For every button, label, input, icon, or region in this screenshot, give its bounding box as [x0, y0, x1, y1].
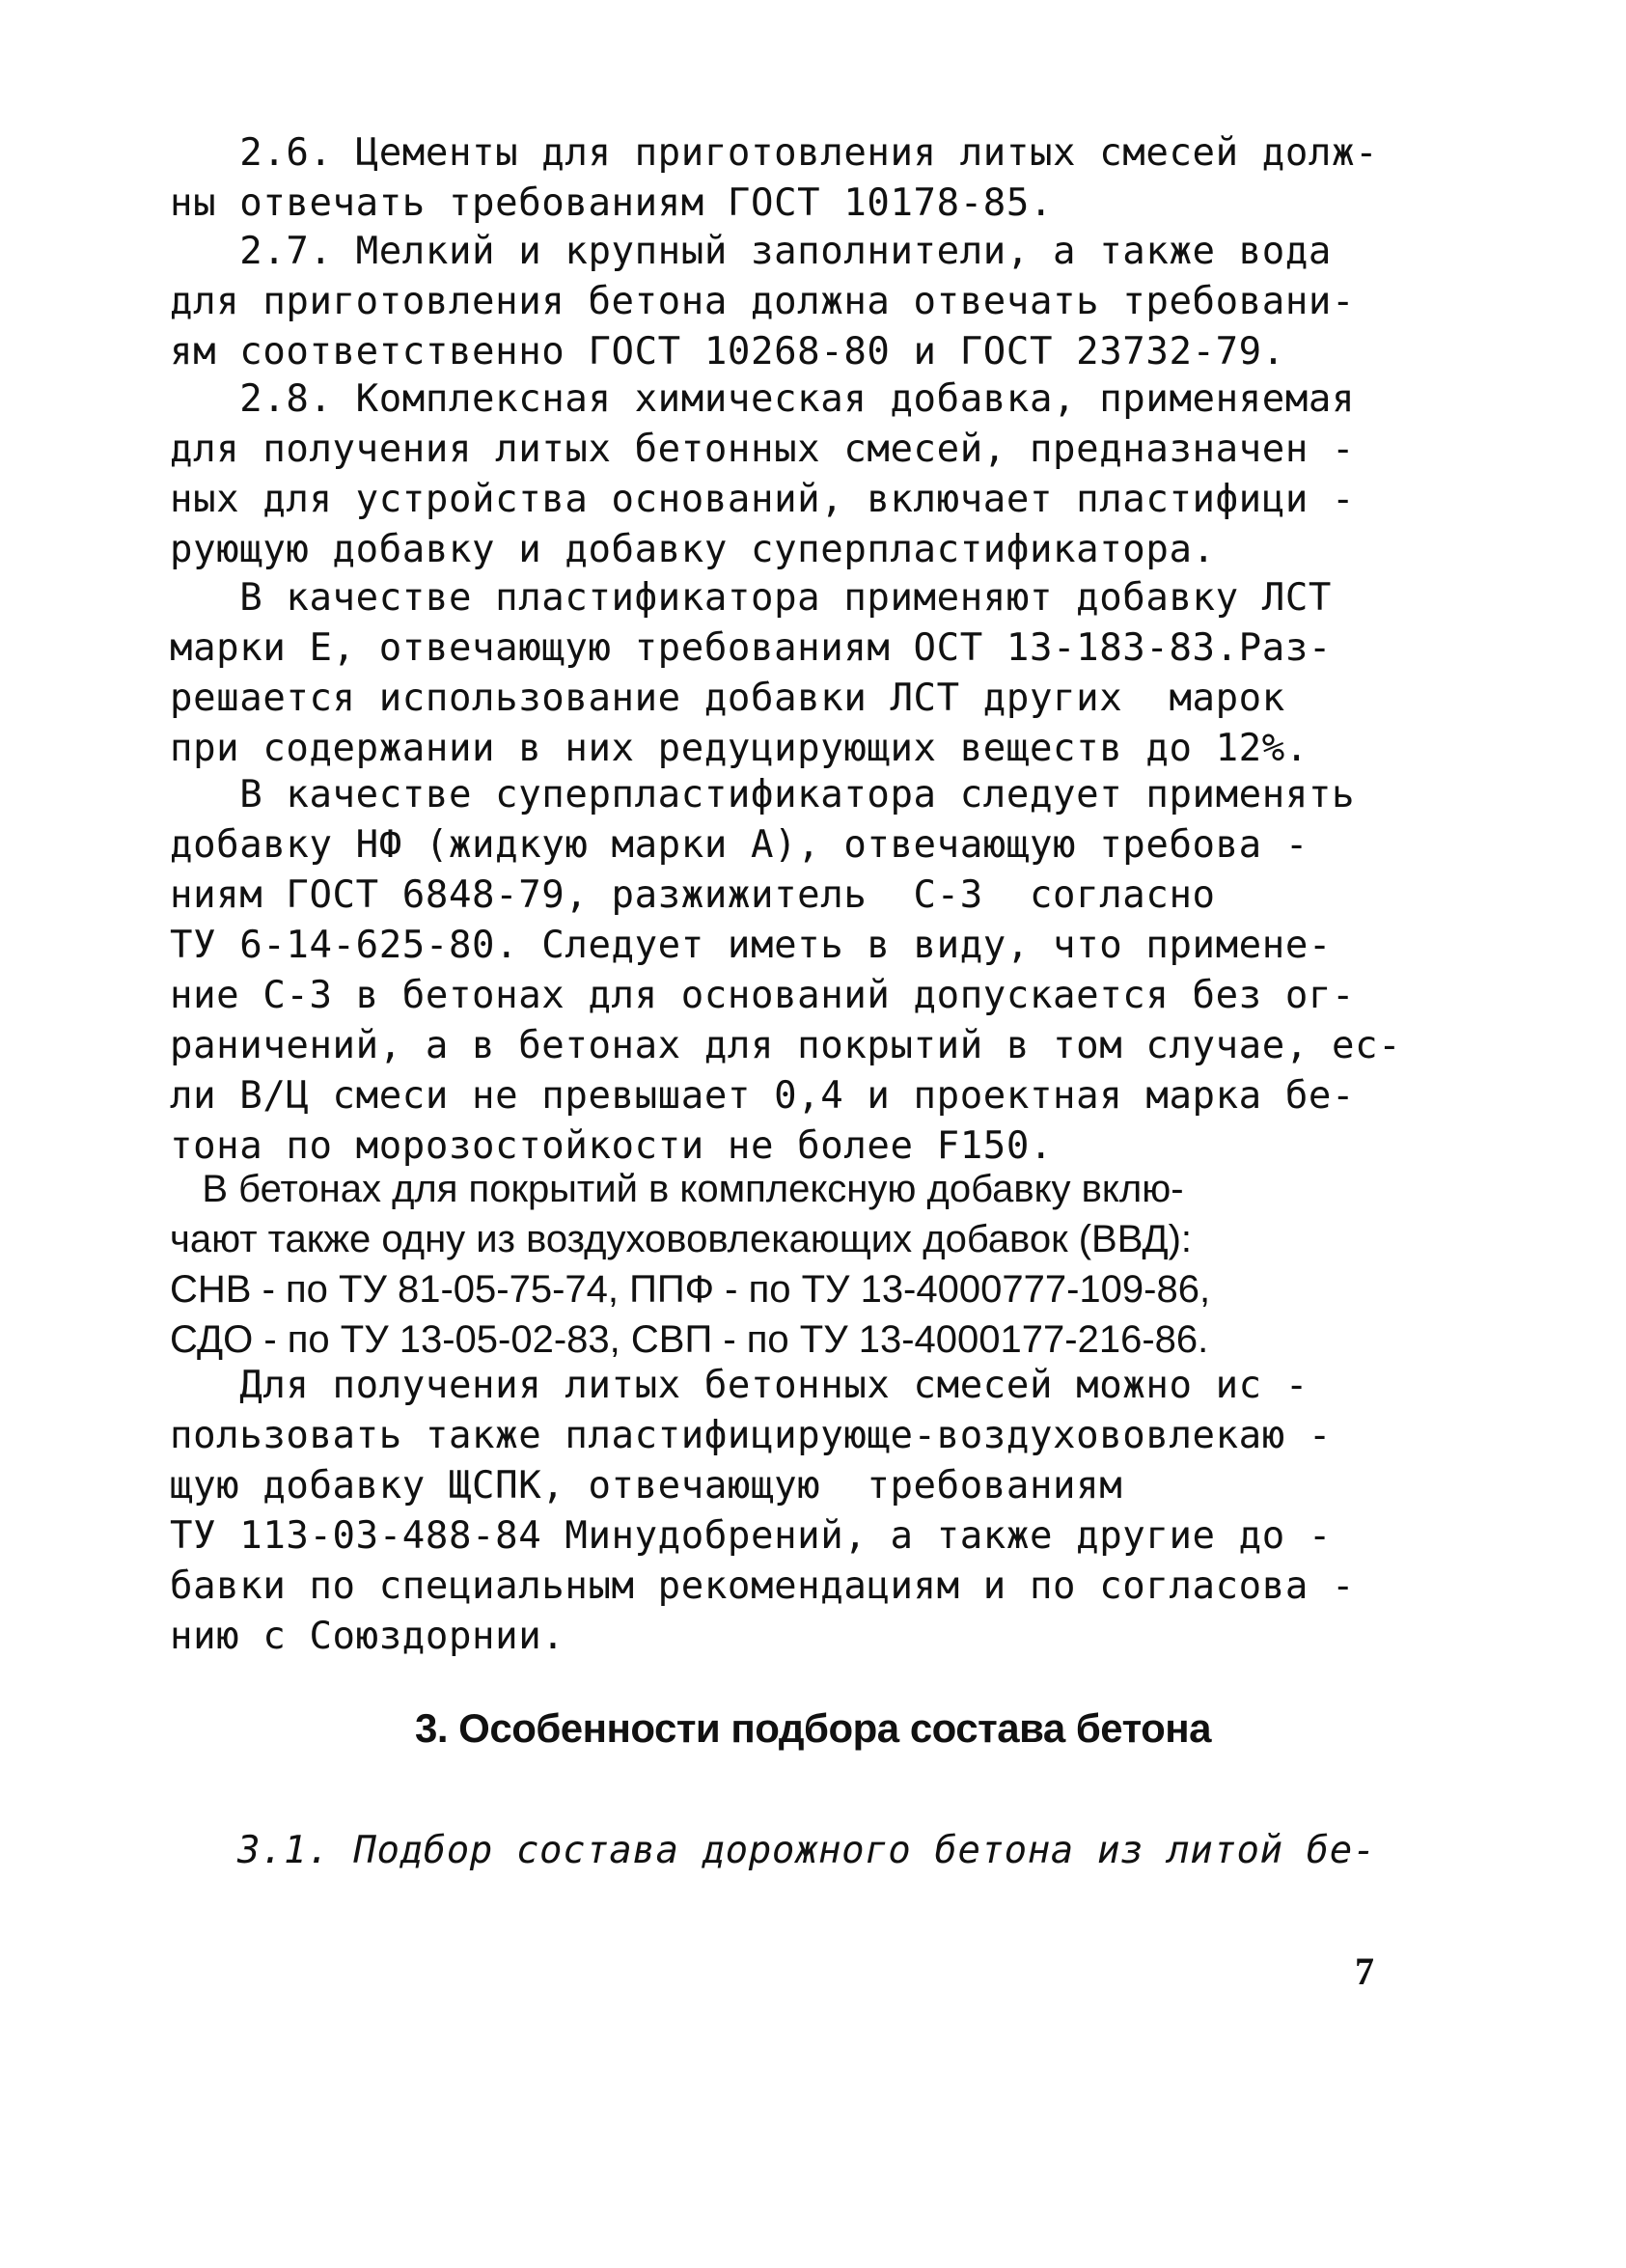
text-line: В качестве пластификатора применяют добавку ЛСТ: [170, 576, 1332, 620]
text-line: 2.8. Комплексная химическая добавка, применяемая: [170, 377, 1356, 421]
paragraph-superplasticizer: [170, 770, 1407, 1172]
text-line: ных для устройства оснований, включает пластифици -: [170, 478, 1356, 521]
text-line: СНВ - по ТУ 81-05-75-74, ППФ - по ТУ 13-4000777-109-86,: [170, 1268, 1211, 1311]
text-line: ям соответственно ГОСТ 10268-80 и ГОСТ 23732-79.: [170, 330, 1285, 373]
text-line: ны отвечать требованиям ГОСТ 10178-85.: [170, 181, 1054, 225]
text-line: ние С-3 в бетонах для оснований допускается без ог-: [170, 974, 1356, 1017]
text-line: нию с Союздорнии.: [170, 1615, 565, 1658]
text-line: марки Е, отвечающую требованиям ОСТ 13-183-83.Раз-: [170, 626, 1332, 670]
page-number: 7: [1355, 1950, 1374, 1993]
paragraph-plasticizer: [170, 573, 1407, 774]
paragraph-3-1-start: 3.1. Подбор состава дорожного бетона из литой бе-: [237, 1829, 1376, 1872]
text-line: 2.7. Мелкий и крупный заполнители, а также вода: [170, 230, 1332, 273]
text-line: ли В/Ц смеси не превышает 0,4 и проектная марка бе-: [170, 1074, 1356, 1118]
text-line: решается использование добавки ЛСТ других марок: [170, 677, 1285, 720]
text-line: чают также одну из воздухововлекающих добавок (ВВД):: [170, 1218, 1193, 1260]
text-line: ТУ 113-03-488-84 Минудобрений, а также другие до -: [170, 1514, 1332, 1558]
text-line: бавки по специальным рекомендациям и по согласова -: [170, 1564, 1356, 1608]
text-line: добавку НФ (жидкую марки А), отвечающую требова -: [170, 823, 1309, 867]
text-line: при содержании в них редуцирующих веществ до 12%.: [170, 727, 1309, 770]
text-line: ТУ 6-14-625-80. Следует иметь в виду, что примене-: [170, 924, 1332, 967]
text-line: Для получения литых бетонных смесей можно ис -: [170, 1364, 1309, 1407]
paragraph-2-6: [170, 128, 1407, 229]
text-line: пользовать также пластифицирующе-воздухововлекаю -: [170, 1414, 1332, 1457]
text-line: СДО - по ТУ 13-05-02-83, СВП - по ТУ 13-4000177-216-86.: [170, 1318, 1209, 1361]
paragraph-air-entraining: [170, 1164, 1407, 1365]
text-line: для получения литых бетонных смесей, предназначен -: [170, 428, 1356, 471]
text-line: 2.6. Цементы для приготовления литых смесей долж-: [170, 131, 1379, 175]
text-line: для приготовления бетона должна отвечать требовани-: [170, 280, 1356, 323]
text-line: щую добавку ЩСПК, отвечающую требованиям: [170, 1464, 1123, 1507]
paragraph-shspk: [170, 1361, 1407, 1662]
section-heading: 3. Особенности подбора состава бетона: [414, 1705, 1212, 1751]
text-line: В качестве суперпластификатора следует применять: [170, 773, 1356, 816]
text-line: рующую добавку и добавку суперпластификатора.: [170, 528, 1216, 571]
text-line: тона по морозостойкости не более F150.: [170, 1124, 1054, 1168]
paragraph-2-8: [170, 374, 1407, 575]
text-line: ниям ГОСТ 6848-79, разжижитель С-3 согласно: [170, 873, 1216, 917]
text-line: раничений, а в бетонах для покрытий в том случае, ес-: [170, 1024, 1402, 1067]
text-line: В бетонах для покрытий в комплексную добавку вклю-: [170, 1168, 1184, 1210]
paragraph-2-7: [170, 227, 1407, 377]
